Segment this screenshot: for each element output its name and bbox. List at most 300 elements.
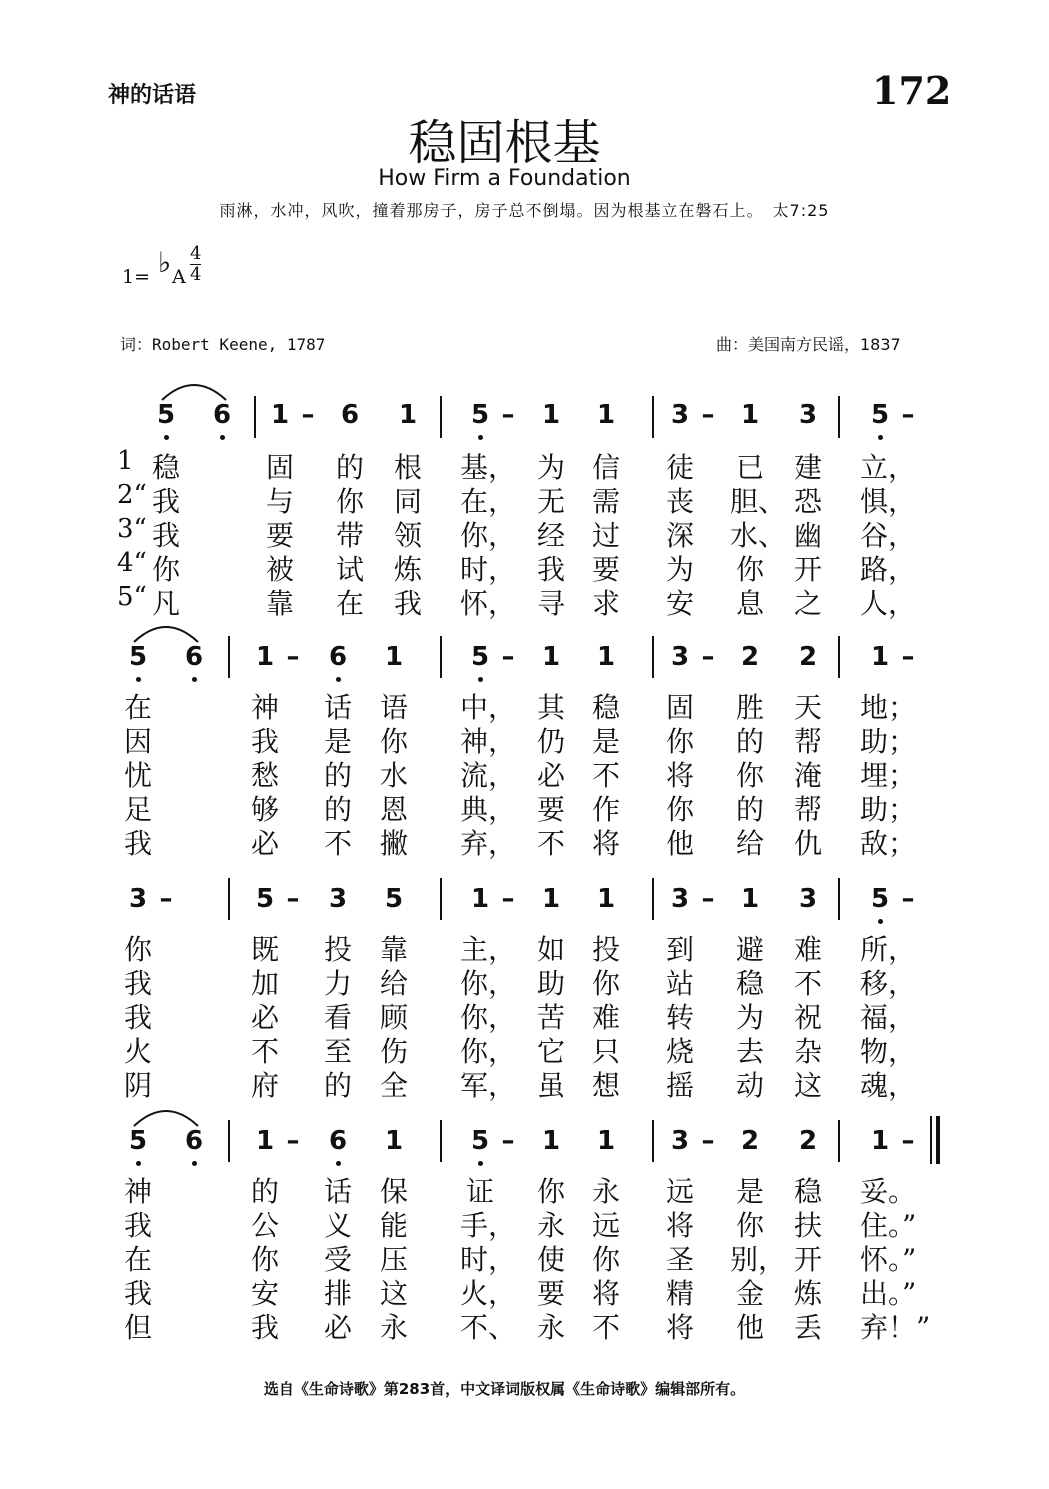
note <box>893 642 923 672</box>
note-digit: 3 <box>128 884 148 914</box>
lyric-char: 息 <box>735 587 764 620</box>
note-digit: 2 <box>740 1126 760 1156</box>
bar-line <box>440 878 442 920</box>
lyric-char: 火， <box>460 1277 517 1310</box>
lyric-char: 稳 <box>735 967 764 1000</box>
lyric-char: 主， <box>460 933 517 966</box>
lyric-char: 去 <box>735 1035 764 1068</box>
lyric-char: 需 <box>591 485 620 518</box>
lyric-char: 恩 <box>379 793 408 826</box>
lyric-char: 你 <box>591 1243 620 1276</box>
note <box>591 884 621 914</box>
lyric-char: 你 <box>665 725 694 758</box>
note <box>151 400 181 430</box>
lyric-char: 水 <box>379 759 408 792</box>
note-digit: – <box>901 400 915 430</box>
lyric-char: 地； <box>860 691 917 724</box>
verse-number: 2“ <box>117 480 147 510</box>
lyric-char: 经 <box>536 519 565 552</box>
lyric-char: 永 <box>379 1311 408 1344</box>
note-digit: 5 <box>870 400 890 430</box>
lyric-char: 永 <box>536 1209 565 1242</box>
lyric-char: 难 <box>793 933 822 966</box>
lyric-char: 他 <box>665 827 694 860</box>
lyric-char: 恐 <box>793 485 822 518</box>
note-digit: 5 <box>870 884 890 914</box>
note <box>379 884 409 914</box>
bar-line <box>228 636 230 678</box>
note-digit: – <box>701 1126 715 1156</box>
lyric-char: 敌； <box>860 827 917 860</box>
note-digit: 6 <box>328 1126 348 1156</box>
note-digit: – <box>901 642 915 672</box>
lyric-char: 住。” <box>860 1209 917 1242</box>
key-signature <box>122 243 242 298</box>
lyric-char: 这 <box>793 1069 822 1102</box>
time-signature-top: 4 <box>190 243 202 264</box>
note-digit: 1 <box>740 884 760 914</box>
note <box>379 642 409 672</box>
lyric-char: 作 <box>591 793 620 826</box>
note <box>536 1126 566 1156</box>
lyric-char: 不 <box>323 827 352 860</box>
lyric-char: 动 <box>735 1069 764 1102</box>
note <box>323 642 353 672</box>
note-digit: 1 <box>596 400 616 430</box>
octave-dot <box>136 677 141 682</box>
note-digit: 5 <box>156 400 176 430</box>
note <box>591 400 621 430</box>
lyric-char: 领 <box>393 519 422 552</box>
hymn-title-chinese: 稳固根基 <box>408 115 601 171</box>
lyric-char: 的 <box>335 451 364 484</box>
lyric-char: 弃， <box>460 827 517 860</box>
lyric-char: 你 <box>151 553 180 586</box>
note-digit: – <box>501 1126 515 1156</box>
note-digit: 5 <box>128 642 148 672</box>
note <box>250 884 280 914</box>
lyric-char: 根 <box>393 451 422 484</box>
note <box>123 642 153 672</box>
lyric-char: 安 <box>250 1277 279 1310</box>
note <box>893 1126 923 1156</box>
lyric-char: 你 <box>250 1243 279 1276</box>
lyric-char: 我 <box>393 587 422 620</box>
note-digit: – <box>501 642 515 672</box>
verse-number: 3“ <box>117 514 147 544</box>
lyric-char: 将 <box>591 1277 620 1310</box>
lyric-char: 如 <box>536 933 565 966</box>
lyric-char: 排 <box>323 1277 352 1310</box>
note <box>735 642 765 672</box>
bar-line <box>652 636 654 678</box>
slur <box>160 378 228 402</box>
lyric-char: 投 <box>591 933 620 966</box>
lyric-char: 的 <box>323 759 352 792</box>
lyric-char: 难 <box>591 1001 620 1034</box>
lyricist-credit: 词：Robert Keene, 1787 <box>120 335 326 354</box>
note <box>893 400 923 430</box>
note <box>335 400 365 430</box>
lyric-char: 精 <box>665 1277 694 1310</box>
note-digit: 5 <box>255 884 275 914</box>
lyric-char: 语 <box>379 691 408 724</box>
note-digit: 1 <box>398 400 418 430</box>
note-digit: 3 <box>670 884 690 914</box>
note-digit: – <box>701 400 715 430</box>
lyric-char: 我 <box>123 1277 152 1310</box>
note <box>536 400 566 430</box>
note-digit: – <box>501 884 515 914</box>
lyric-char: 是 <box>735 1175 764 1208</box>
lyric-char: 移， <box>860 967 917 1000</box>
lyric-char: 我 <box>151 519 180 552</box>
lyric-char: 神， <box>460 725 517 758</box>
note <box>250 642 280 672</box>
note <box>493 400 523 430</box>
lyric-char: 炼 <box>793 1277 822 1310</box>
lyric-char: 典， <box>460 793 517 826</box>
lyric-char: 助； <box>860 725 917 758</box>
note <box>536 642 566 672</box>
lyric-char: 受 <box>323 1243 352 1276</box>
lyric-char: 安 <box>665 587 694 620</box>
note-digit: – <box>901 884 915 914</box>
note-digit: 1 <box>541 400 561 430</box>
note-digit: 1 <box>384 642 404 672</box>
note <box>493 1126 523 1156</box>
note <box>735 1126 765 1156</box>
note-digit: 1 <box>470 884 490 914</box>
lyric-char: 水、 <box>730 519 787 552</box>
key-letter: A <box>172 266 186 288</box>
lyric-char: 深 <box>665 519 694 552</box>
note <box>250 1126 280 1156</box>
lyric-char: 不 <box>591 759 620 792</box>
lyric-char: 丧 <box>665 485 694 518</box>
lyric-char: 稳 <box>151 451 180 484</box>
lyric-char: 不 <box>793 967 822 1000</box>
note <box>179 642 209 672</box>
note <box>865 400 895 430</box>
lyric-char: 炼 <box>393 553 422 586</box>
note-digit: 1 <box>255 642 275 672</box>
lyric-char: 只 <box>591 1035 620 1068</box>
lyric-char: 你 <box>735 553 764 586</box>
note-digit: – <box>159 884 173 914</box>
note <box>536 884 566 914</box>
bar-line <box>652 396 654 438</box>
note <box>465 884 495 914</box>
lyric-char: 我 <box>123 967 152 1000</box>
lyric-char: 撇 <box>379 827 408 860</box>
lyric-char: 虽 <box>536 1069 565 1102</box>
note-digit: 2 <box>798 642 818 672</box>
lyric-char: 永 <box>591 1175 620 1208</box>
note <box>493 642 523 672</box>
lyric-char: 我 <box>151 485 180 518</box>
lyric-char: 被 <box>265 553 294 586</box>
octave-dot <box>878 919 883 924</box>
lyric-char: 徒 <box>665 451 694 484</box>
lyric-char: 的 <box>323 1069 352 1102</box>
lyric-char: 的 <box>323 793 352 826</box>
hymn-title-english: How Firm a Foundation <box>378 166 631 191</box>
lyric-char: 仇 <box>793 827 822 860</box>
note-digit: 1 <box>596 642 616 672</box>
lyric-char: 你， <box>460 1035 517 1068</box>
lyric-char: 的 <box>735 793 764 826</box>
note <box>693 400 723 430</box>
note-digit: 5 <box>470 400 490 430</box>
lyric-char: 你， <box>460 519 517 552</box>
note-digit: 3 <box>798 400 818 430</box>
bar-line <box>838 878 840 920</box>
lyric-char: 军， <box>460 1069 517 1102</box>
lyric-char: 你 <box>735 759 764 792</box>
octave-dot <box>164 435 169 440</box>
octave-dot <box>878 435 883 440</box>
lyric-char: 神 <box>123 1175 152 1208</box>
lyric-char: 至 <box>323 1035 352 1068</box>
lyric-char: 力 <box>323 967 352 1000</box>
lyric-char: 加 <box>250 967 279 1000</box>
lyric-char: 将 <box>665 1311 694 1344</box>
lyric-char: 求 <box>591 587 620 620</box>
verse-number: 5“ <box>117 582 147 612</box>
lyric-char: 固 <box>665 691 694 724</box>
lyric-char: 不、 <box>460 1311 517 1344</box>
lyric-char: 足 <box>123 793 152 826</box>
lyric-char: 府 <box>250 1069 279 1102</box>
note-digit: – <box>286 1126 300 1156</box>
note <box>865 884 895 914</box>
lyric-char: 为 <box>735 1001 764 1034</box>
lyric-char: 我 <box>123 1209 152 1242</box>
octave-dot <box>478 1161 483 1166</box>
lyric-char: 使 <box>536 1243 565 1276</box>
lyric-char: 将 <box>665 759 694 792</box>
note-digit: 5 <box>470 1126 490 1156</box>
note-digit: 6 <box>184 1126 204 1156</box>
lyric-char: 苦 <box>536 1001 565 1034</box>
lyric-char: 助 <box>536 967 565 1000</box>
lyric-char: 同 <box>393 485 422 518</box>
bar-line <box>652 878 654 920</box>
lyric-char: 在 <box>123 1243 152 1276</box>
time-signature-bottom: 4 <box>190 264 202 285</box>
key-prefix: 1= <box>122 266 151 288</box>
lyric-char: 看 <box>323 1001 352 1034</box>
lyric-char: 到 <box>665 933 694 966</box>
note <box>665 884 695 914</box>
note <box>793 884 823 914</box>
lyric-char: 不 <box>536 827 565 860</box>
note <box>278 1126 308 1156</box>
lyric-char: 与 <box>265 485 294 518</box>
lyric-char: 之 <box>793 587 822 620</box>
lyric-char: 我 <box>536 553 565 586</box>
lyric-char: 避 <box>735 933 764 966</box>
bar-line <box>228 878 230 920</box>
lyric-char: 因 <box>123 725 152 758</box>
lyric-char: 手， <box>460 1209 517 1242</box>
note <box>123 1126 153 1156</box>
lyric-char: 投 <box>323 933 352 966</box>
lyric-char: 但 <box>123 1311 152 1344</box>
lyric-char: 妥。 <box>860 1175 917 1208</box>
note-digit: 5 <box>128 1126 148 1156</box>
note <box>693 642 723 672</box>
note-digit: – <box>701 642 715 672</box>
note-digit: 1 <box>870 642 890 672</box>
lyric-char: 远 <box>665 1175 694 1208</box>
note <box>591 1126 621 1156</box>
lyric-char: 你， <box>460 967 517 1000</box>
lyric-char: 话 <box>323 1175 352 1208</box>
lyric-char: 埋； <box>860 759 917 792</box>
bar-line <box>652 1120 654 1162</box>
lyric-char: 在， <box>460 485 517 518</box>
final-bar-thin <box>930 1116 932 1164</box>
lyric-char: 永 <box>536 1311 565 1344</box>
note <box>465 642 495 672</box>
lyric-char: 这 <box>379 1277 408 1310</box>
lyric-char: 将 <box>665 1209 694 1242</box>
note <box>591 642 621 672</box>
lyric-char: 靠 <box>379 933 408 966</box>
lyric-char: 所， <box>860 933 917 966</box>
lyric-char: 寻 <box>536 587 565 620</box>
lyric-char: 阴 <box>123 1069 152 1102</box>
lyric-char: 公 <box>250 1209 279 1242</box>
note-digit: 3 <box>670 400 690 430</box>
note <box>735 400 765 430</box>
note-digit: – <box>301 400 315 430</box>
verse-number: 1 <box>117 446 134 476</box>
note-digit: 1 <box>541 1126 561 1156</box>
lyric-char: 我 <box>250 725 279 758</box>
lyric-char: 必 <box>323 1311 352 1344</box>
lyric-char: 保 <box>379 1175 408 1208</box>
note <box>665 1126 695 1156</box>
note-digit: 1 <box>596 884 616 914</box>
lyric-char: 无 <box>536 485 565 518</box>
octave-dot <box>336 1161 341 1166</box>
flat-sign: ♭ <box>158 246 172 279</box>
lyric-char: 你 <box>591 967 620 1000</box>
lyric-char: 伤 <box>379 1035 408 1068</box>
note-digit: – <box>501 400 515 430</box>
lyric-char: 必 <box>250 827 279 860</box>
lyric-char: 金 <box>735 1277 764 1310</box>
lyric-char: 必 <box>536 759 565 792</box>
bar-line <box>254 396 256 438</box>
note-digit: 6 <box>340 400 360 430</box>
hymn-number: 172 <box>872 68 952 113</box>
lyric-char: 惧， <box>860 485 917 518</box>
note-digit: 6 <box>184 642 204 672</box>
lyric-char: 全 <box>379 1069 408 1102</box>
lyric-char: 远 <box>591 1209 620 1242</box>
lyric-char: 杂 <box>793 1035 822 1068</box>
note-digit: 1 <box>270 400 290 430</box>
lyric-char: 压 <box>379 1243 408 1276</box>
note <box>465 400 495 430</box>
lyric-char: 的 <box>735 725 764 758</box>
octave-dot <box>336 677 341 682</box>
note <box>793 400 823 430</box>
lyric-char: 为 <box>536 451 565 484</box>
note-digit: 1 <box>541 884 561 914</box>
note <box>665 400 695 430</box>
lyric-char: 话 <box>323 691 352 724</box>
lyric-char: 幽 <box>793 519 822 552</box>
bar-line <box>838 636 840 678</box>
note <box>735 884 765 914</box>
lyric-char: 怀。” <box>860 1243 917 1276</box>
note-digit: 3 <box>670 1126 690 1156</box>
lyric-char: 不 <box>250 1035 279 1068</box>
lyric-char: 摇 <box>665 1069 694 1102</box>
lyric-char: 他 <box>735 1311 764 1344</box>
lyric-char: 你 <box>536 1175 565 1208</box>
note <box>323 884 353 914</box>
lyric-char: 帮 <box>793 725 822 758</box>
lyric-char: 中， <box>460 691 517 724</box>
lyric-char: 将 <box>591 827 620 860</box>
octave-dot <box>478 677 483 682</box>
note-digit: 3 <box>798 884 818 914</box>
copyright-footer: 选自《生命诗歌》第283首，中文译词版权属《生命诗歌》编辑部所有。 <box>263 1380 746 1398</box>
lyric-char: 凡 <box>151 587 180 620</box>
bar-line <box>440 636 442 678</box>
note <box>278 642 308 672</box>
lyric-char: 给 <box>735 827 764 860</box>
lyric-char: 物， <box>860 1035 917 1068</box>
lyric-char: 时， <box>460 553 517 586</box>
lyric-char: 胜 <box>735 691 764 724</box>
note-digit: 6 <box>212 400 232 430</box>
lyric-char: 你 <box>335 485 364 518</box>
lyric-char: 你 <box>735 1209 764 1242</box>
lyric-char: 站 <box>665 967 694 1000</box>
scripture-verse: 雨淋，水冲，风吹，撞着那房子，房子总不倒塌。因为根基立在磐石上。 太7:25 <box>219 201 830 220</box>
lyric-char: 证 <box>465 1175 494 1208</box>
lyric-char: 扶 <box>793 1209 822 1242</box>
lyric-char: 怀， <box>460 587 517 620</box>
lyric-char: 愁 <box>250 759 279 792</box>
lyric-char: 转 <box>665 1001 694 1034</box>
lyric-char: 时， <box>460 1243 517 1276</box>
lyric-char: 福， <box>860 1001 917 1034</box>
lyric-char: 你 <box>379 725 408 758</box>
lyric-char: 仍 <box>536 725 565 758</box>
lyric-char: 出。” <box>860 1277 917 1310</box>
lyric-char: 淹 <box>793 759 822 792</box>
note <box>493 884 523 914</box>
note-digit: – <box>286 884 300 914</box>
note <box>207 400 237 430</box>
lyric-char: 流， <box>460 759 517 792</box>
lyric-char: 帮 <box>793 793 822 826</box>
composer-credit: 曲：美国南方民谣，1837 <box>716 335 901 354</box>
note <box>693 884 723 914</box>
note <box>151 884 181 914</box>
lyric-char: 我 <box>250 1311 279 1344</box>
verse-number: 4“ <box>117 548 147 578</box>
lyric-char: 义 <box>323 1209 352 1242</box>
